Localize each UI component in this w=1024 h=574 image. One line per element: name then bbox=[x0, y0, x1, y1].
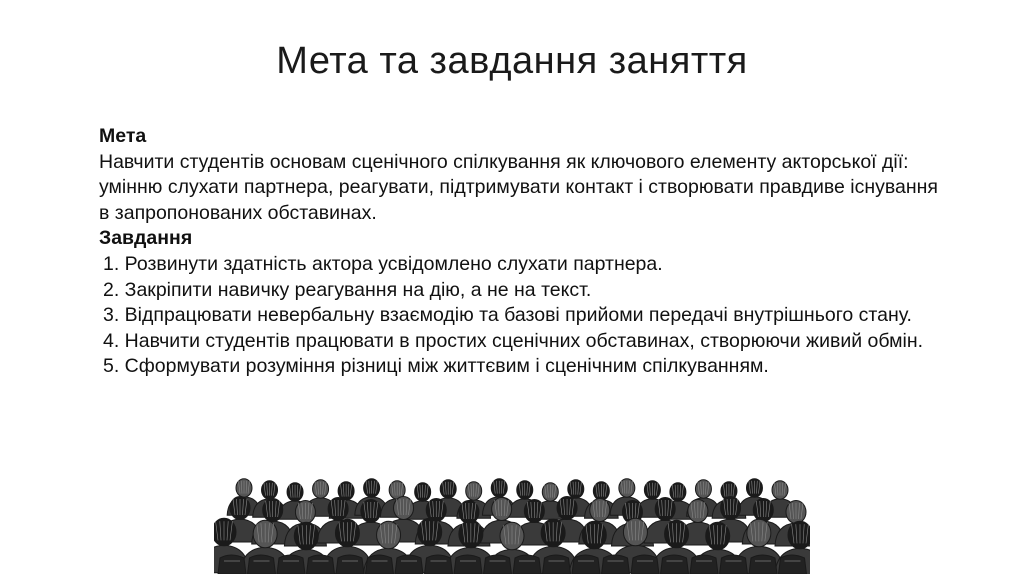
task-item: 4. Навчити студентів працювати в простих сценічних обставинах, створюючи живий обмін. bbox=[103, 329, 924, 352]
task-item: 5. Сформувати розуміння різниці між життєвим і сценічним спілкуванням. bbox=[103, 355, 769, 378]
slide-title: Мета та завдання заняття bbox=[276, 40, 748, 82]
goal-text: Навчити студентів основам сценічного спілкування як ключового елементу акторської дії: умінню слухати партнера, реагувати, підтримувати контакт і створювати правдиве існування в запропонованих обставинах. bbox=[99, 150, 938, 224]
goal-heading: Мета bbox=[99, 125, 147, 147]
slide-body bbox=[99, 124, 939, 380]
task-item: 2. Закріпити навичку реагування на дію, а не на текст. bbox=[103, 278, 592, 301]
task-item: 3. Відпрацювати невербальну взаємодію та базові прийоми передачі внутрішнього стану. bbox=[103, 304, 912, 327]
tasks-heading: Завдання bbox=[99, 227, 193, 250]
task-item: 1. Розвинути здатність актора усвідомлено слухати партнера. bbox=[103, 252, 663, 275]
audience-illustration bbox=[214, 462, 810, 574]
